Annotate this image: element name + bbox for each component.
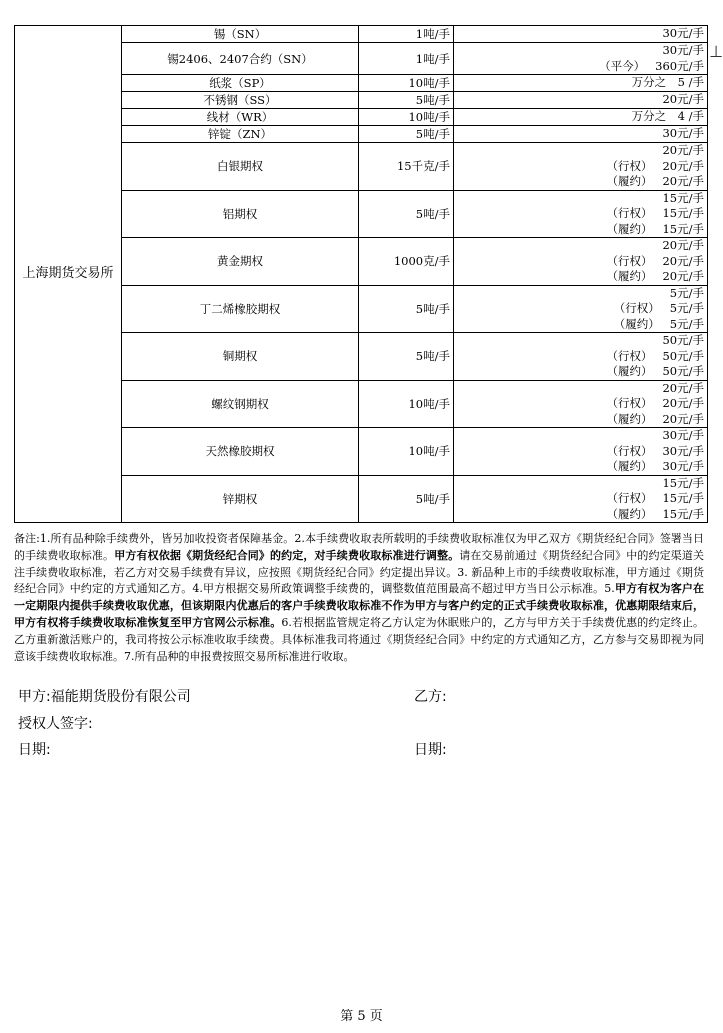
fee-value: 30元/手 xyxy=(662,43,704,57)
notes-segment: 6.若根据监管规定将乙方认定为休眠账户的，乙方与甲方关于手续费优惠的约定终止。乙方重新激活账户的，我司将按公示标准收取手续费。具体标准我司将通过《期货经纪合同》中约定的方式通知乙方，乙方参与交易即视为同意该手续费收取标准。7.所有品种的申报费按照交易所标准进行收取。 xyxy=(14,615,704,663)
product-name: 天然橡胶期权 xyxy=(122,428,359,476)
product-name: 锌锭（ZN） xyxy=(122,126,359,143)
fee-line xyxy=(457,75,704,91)
fee-value: 20元/手 xyxy=(662,411,704,426)
contract-unit: 15千克/手 xyxy=(359,143,454,191)
contract-unit: 5吨/手 xyxy=(359,333,454,381)
fee-type-label: （履约） xyxy=(606,506,653,521)
fee-line xyxy=(457,43,704,59)
fee-cell xyxy=(454,428,708,476)
fee-cell xyxy=(454,238,708,286)
fee-type-label: （履约） xyxy=(606,221,653,236)
product-name: 黄金期权 xyxy=(122,238,359,286)
edge-mark-icon: ⊥ xyxy=(709,42,723,61)
fee-line xyxy=(457,174,704,190)
fee-value: 20元/手 xyxy=(662,158,704,173)
fee-line xyxy=(457,428,704,444)
product-name: 锡（SN） xyxy=(122,26,359,43)
fee-value: 5元/手 xyxy=(669,316,704,331)
fee-value: 30元/手 xyxy=(662,428,704,442)
contract-unit: 10吨/手 xyxy=(359,109,454,126)
fee-value: 50元/手 xyxy=(662,364,704,378)
fee-type-label: （平今） xyxy=(599,58,646,73)
contract-unit: 10吨/手 xyxy=(359,380,454,428)
fee-value: 20元/手 xyxy=(662,238,704,252)
fee-value: 15元/手 xyxy=(662,506,704,521)
notes-bold-segment: 甲方有权依据《期货经纪合同》的约定，对手续费收取标准进行调整。 xyxy=(114,548,460,562)
notes-bold-segment: 甲方有权为客户在一定期限内提供手续费收取优惠，但该期限内优惠后的客户手续费收取标准不作为甲方与客户约定的正式手续费收取标准，优惠期限结束后，甲方有权将手续费收取标准恢复至甲方官网公示标准。 xyxy=(14,582,704,629)
fee-value: 5元/手 xyxy=(669,301,704,315)
fee-value: 20元/手 xyxy=(662,269,704,283)
fee-type-label: （行权） xyxy=(606,253,653,268)
fee-cell xyxy=(454,109,708,126)
fee-cell xyxy=(454,126,708,143)
fee-line xyxy=(457,412,704,428)
contract-unit: 5吨/手 xyxy=(359,190,454,238)
fee-cell xyxy=(454,143,708,191)
authorized-signature-label: 授权人签字: xyxy=(18,716,93,732)
fee-line xyxy=(457,507,704,523)
fee-value: 30元/手 xyxy=(662,459,704,473)
fee-value: 50元/手 xyxy=(662,348,704,363)
contract-unit: 1吨/手 xyxy=(359,26,454,43)
fee-cell xyxy=(454,75,708,92)
contract-unit: 1000克/手 xyxy=(359,238,454,286)
fee-value: 20元/手 xyxy=(662,380,704,395)
fee-line xyxy=(457,301,704,317)
product-name: 白银期权 xyxy=(122,143,359,191)
fee-value: 20元/手 xyxy=(662,174,704,188)
contract-unit: 5吨/手 xyxy=(359,475,454,523)
fee-type-label: （行权） xyxy=(613,301,660,315)
fee-value: 20元/手 xyxy=(662,253,704,268)
fee-type-label: （履约） xyxy=(606,411,653,426)
fee-line xyxy=(457,396,704,412)
product-name: 螺纹钢期权 xyxy=(122,380,359,428)
fee-value: 5元/手 xyxy=(669,285,704,300)
product-name: 铜期权 xyxy=(122,333,359,381)
fee-line xyxy=(457,206,704,222)
contract-unit: 10吨/手 xyxy=(359,75,454,92)
fee-cell xyxy=(454,43,708,75)
fee-cell xyxy=(454,475,708,523)
fee-type-label: （履约） xyxy=(606,364,653,378)
fee-line xyxy=(457,349,704,365)
fee-line xyxy=(457,491,704,507)
contract-unit: 10吨/手 xyxy=(359,428,454,476)
contract-unit: 5吨/手 xyxy=(359,92,454,109)
fee-line xyxy=(457,109,704,125)
product-name: 不锈钢（SS） xyxy=(122,92,359,109)
notes-segment: 备注:1.所有品种除手续费外，皆另加收投资者保障基金。2.本手续费收取表所载明的手续费收取标准仅为甲乙双方《期货经纪合同》签署当日的手续费收取标准。 xyxy=(14,532,704,562)
fee-line xyxy=(457,476,704,492)
fee-value: 15元/手 xyxy=(662,475,704,490)
fee-value: 15元/手 xyxy=(662,190,704,205)
fee-type-label: （行权） xyxy=(606,158,653,173)
fee-line xyxy=(457,381,704,397)
fee-type-label: （行权） xyxy=(606,348,653,363)
product-name: 锡2406、2407合约（SN） xyxy=(122,43,359,75)
fee-type-label: （行权） xyxy=(606,396,653,410)
product-name: 线材（WR） xyxy=(122,109,359,126)
party-a-label: 甲方:福能期货股份有限公司 xyxy=(18,689,191,705)
fee-value: 15元/手 xyxy=(662,206,704,220)
fee-type-label: （行权） xyxy=(606,443,653,458)
fee-line xyxy=(457,92,704,108)
fee-value: 15元/手 xyxy=(662,221,704,236)
fee-value: 30元/手 xyxy=(662,443,704,458)
fee-table xyxy=(14,25,708,523)
fee-type-label: （履约） xyxy=(613,316,660,331)
fee-cell xyxy=(454,190,708,238)
fee-table-body xyxy=(15,26,708,523)
fee-line xyxy=(457,444,704,460)
product-name: 纸浆（SP） xyxy=(122,75,359,92)
date-b-label: 日期: xyxy=(414,742,447,758)
fee-line xyxy=(457,191,704,207)
fee-cell xyxy=(454,380,708,428)
fee-line xyxy=(457,59,704,75)
fee-line xyxy=(457,364,704,380)
fee-value: 30元/手 xyxy=(662,126,704,141)
notes-paragraph xyxy=(14,531,704,665)
fee-line xyxy=(457,286,704,302)
contract-unit: 1吨/手 xyxy=(359,43,454,75)
fee-type-label: （履约） xyxy=(606,174,653,188)
fee-line xyxy=(457,317,704,333)
contract-unit: 5吨/手 xyxy=(359,285,454,333)
fee-line xyxy=(457,254,704,270)
fee-value: 20元/手 xyxy=(662,92,704,107)
date-a-label: 日期: xyxy=(18,742,51,758)
fee-line xyxy=(457,459,704,475)
fee-value: 15元/手 xyxy=(662,491,704,505)
product-name: 铝期权 xyxy=(122,190,359,238)
fee-line xyxy=(457,26,704,42)
fee-line xyxy=(457,159,704,175)
fee-line xyxy=(457,143,704,159)
fee-value: 20元/手 xyxy=(662,396,704,410)
fee-line xyxy=(457,222,704,238)
notes-segment: 请在交易前通过《期货经纪合同》中的约定渠道关注手续费收取标准，若乙方对交易手续费有异议，应按照《期货经纪合同》约定提出异议。3. 新品种上市的手续费收取标准，甲方通过《期货经纪合同》中约定的方式通知乙方。4.甲方根据交易所政策调整手续费的，调整数值范围最高不超过甲方当日公示标准。5. xyxy=(14,548,705,596)
table-row xyxy=(15,26,708,43)
fee-value: 360元/手 xyxy=(655,58,704,73)
product-name: 丁二烯橡胶期权 xyxy=(122,285,359,333)
product-name: 锌期权 xyxy=(122,475,359,523)
fee-value: 万分之 5 /手 xyxy=(631,75,704,90)
fee-type-label: （行权） xyxy=(606,491,653,505)
fee-cell xyxy=(454,26,708,43)
fee-value: 20元/手 xyxy=(662,143,704,157)
fee-line xyxy=(457,269,704,285)
fee-line xyxy=(457,238,704,254)
fee-cell xyxy=(454,285,708,333)
fee-line xyxy=(457,333,704,349)
fee-value: 50元/手 xyxy=(662,333,704,347)
fee-cell xyxy=(454,92,708,109)
party-b-label: 乙方: xyxy=(414,689,447,705)
fee-type-label: （行权） xyxy=(606,206,653,220)
contract-unit: 5吨/手 xyxy=(359,126,454,143)
fee-value: 30元/手 xyxy=(662,26,704,41)
fee-value: 万分之 4 /手 xyxy=(631,109,704,124)
fee-type-label: （履约） xyxy=(606,269,653,283)
fee-type-label: （履约） xyxy=(606,459,653,473)
page-number: 第 5 页 xyxy=(340,1009,383,1024)
fee-cell xyxy=(454,333,708,381)
fee-line xyxy=(457,126,704,142)
exchange-name: 上海期货交易所 xyxy=(15,26,122,523)
